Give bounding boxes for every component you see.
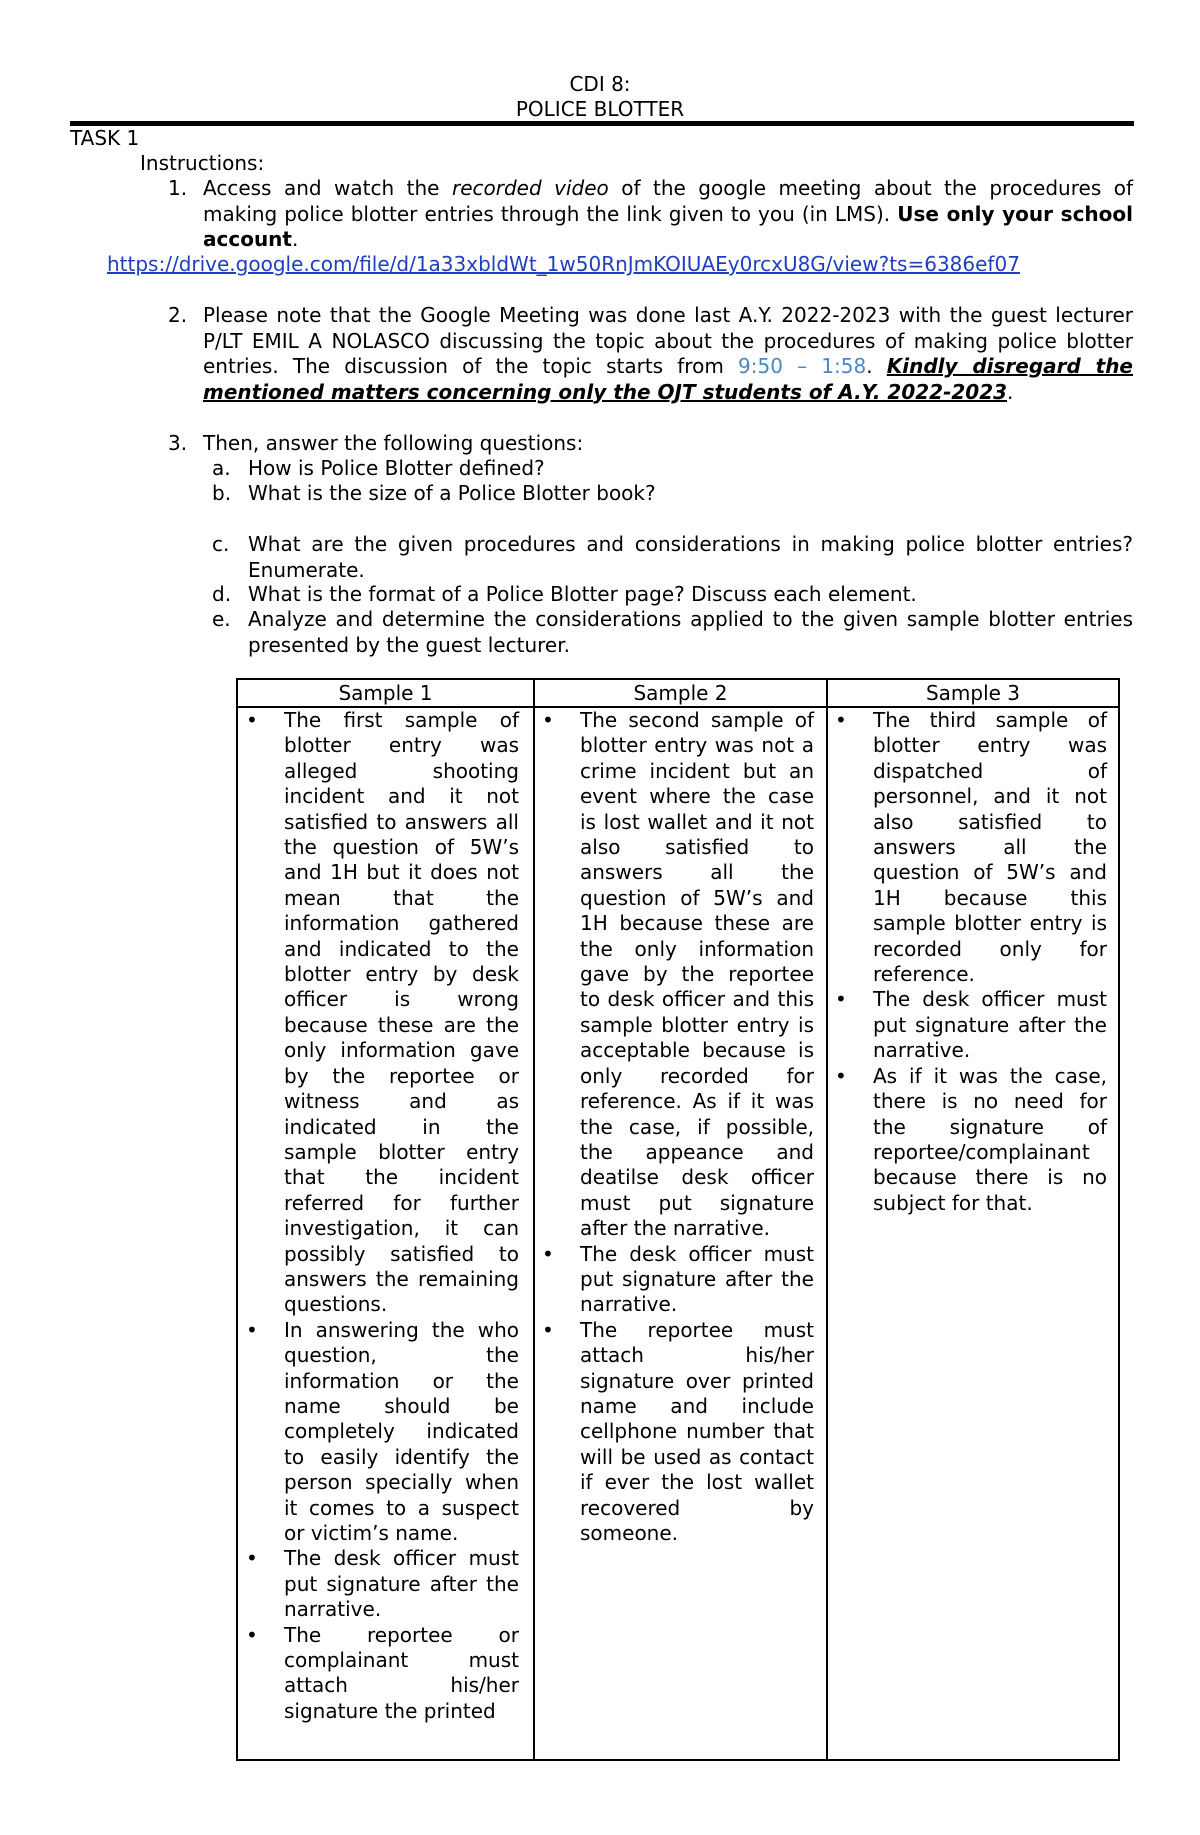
list-item: • The second sample of blotter entry was not a crime incident but an event where the case is lost wallet and it not also satisfied to answers all the question of 5W’s and 1H because these are the only information gave by the reportee to desk officer and this sample blotter entry is acceptable because is only recorded for reference. As if it was the case, if possible, the appeance and deatilse desk officer must put signature after the narrative. — [542, 708, 814, 1241]
list-item: • The first sample of blotter entry was alleged shooting incident and it not satisfied to answers all the question of 5W’s and 1H but it does not mean that the information gathered and indicated to the blotter entry by desk officer is wrong because these are the only information gave by the reportee or witness and as indicated in the sample blotter entry that the incident referred for further investigation, it can possibly satisfied to answers the remaining questions. — [246, 708, 519, 1317]
bullet-icon: • — [246, 1622, 258, 1647]
list-item: • The reportee must attach his/her signature over printed name and include cellphone number that will be used as contact if ever the lost wallet recovered by someone. — [542, 1317, 814, 1545]
header-sample-2: Sample 2 — [633, 681, 728, 705]
bullet-icon: • — [246, 1317, 258, 1342]
recorded-video-emphasis: recorded video — [451, 176, 609, 200]
item-1-number: 1. — [168, 176, 188, 200]
question-letter: d. — [212, 582, 232, 606]
question-text: How is Police Blotter defined? — [248, 456, 545, 480]
list-item: • The desk officer must put signature after the narrative. — [542, 1241, 814, 1317]
question-letter: b. — [212, 481, 232, 505]
bullet-icon: • — [542, 1241, 554, 1266]
header-sample-1: Sample 1 — [338, 681, 433, 705]
samples-table — [236, 678, 1120, 1761]
list-item: • The third sample of blotter entry was dispatched of personnel, and it not also satisfied to answers all the question of 5W’s and 1H because this sample blotter entry is recorded only for reference. — [835, 708, 1107, 987]
instructions-label: Instructions: — [140, 151, 265, 175]
bullet-icon: • — [835, 708, 847, 732]
school-account-note: Use only your school account — [203, 201, 1134, 251]
item-2-text: Please note that the Google Meeting was done last A.Y. 2022-2023 with the guest lecturer P/LT EMIL A NOLASCO discussing the topic about the procedures of making police blotter entries. The discussion of the topic starts from 9:50 – 1:58. Kindly disregard the mentioned matters concerning only the OJT students of A.Y. 2022-2023. — [203, 303, 1133, 404]
list-item: • In answering the who question, the information or the name should be completely indicated to easily identify the person specially when it comes to a suspect or victim’s name. — [246, 1317, 519, 1545]
document-title: POLICE BLOTTER — [515, 97, 685, 121]
item-1-text: Access and watch the recorded video of the google meeting about the procedures of making police blotter entries through the link given to you (in LMS). Use only your school account. — [203, 176, 1134, 251]
item-3-number: 3. — [168, 431, 188, 455]
sample-2-cell — [536, 708, 814, 1546]
disregard-note: Kindly disregard the mentioned matters concerning only the OJT students of A.Y. 2022-2023 — [203, 354, 1133, 404]
question-letter: c. — [212, 532, 230, 556]
bullet-icon: • — [835, 1063, 847, 1088]
question-text: What is the format of a Police Blotter page? Discuss each element. — [248, 582, 917, 606]
question-text: Analyze and determine the considerations applied to the given sample blotter entries presented by the guest lecturer. — [248, 607, 1133, 657]
bullet-icon: • — [835, 987, 847, 1012]
bullet-icon: • — [246, 708, 258, 732]
question-letter: a. — [212, 456, 231, 480]
sample-1-cell — [240, 708, 519, 1724]
list-item: • The reportee or complainant must attach his/her signature the printed — [246, 1622, 519, 1723]
title-divider — [70, 121, 1134, 126]
column-divider — [533, 680, 535, 1759]
video-link[interactable]: https://drive.google.com/file/d/1a33xbldWt_1w50RnJmKOIUAEy0rcxU8G/view?ts=6386ef07 — [107, 252, 1020, 276]
bullet-icon: • — [542, 708, 554, 732]
header-sample-3: Sample 3 — [925, 681, 1021, 705]
list-item: • The desk officer must put signature after the narrative. — [246, 1546, 519, 1622]
bullet-icon: • — [542, 1317, 554, 1342]
sample-3-cell — [829, 708, 1107, 1216]
item-2-number: 2. — [168, 303, 188, 327]
list-item: • The desk officer must put signature after the narrative. — [835, 987, 1107, 1063]
course-code: CDI 8: — [569, 72, 631, 96]
question-text: What is the size of a Police Blotter book? — [248, 481, 656, 505]
item-3-text: Then, answer the following questions: — [203, 431, 584, 455]
question-letter: e. — [212, 607, 231, 631]
time-range: 9:50 – 1:58 — [738, 354, 867, 378]
question-text: What are the given procedures and considerations in making police blotter entries? Enumerate. — [248, 532, 1133, 582]
bullet-icon: • — [246, 1546, 258, 1571]
list-item: • As if it was the case, there is no need for the signature of reportee/complainant because there is no subject for that. — [835, 1063, 1107, 1215]
task-label: TASK 1 — [70, 126, 140, 150]
column-divider — [826, 680, 828, 1759]
